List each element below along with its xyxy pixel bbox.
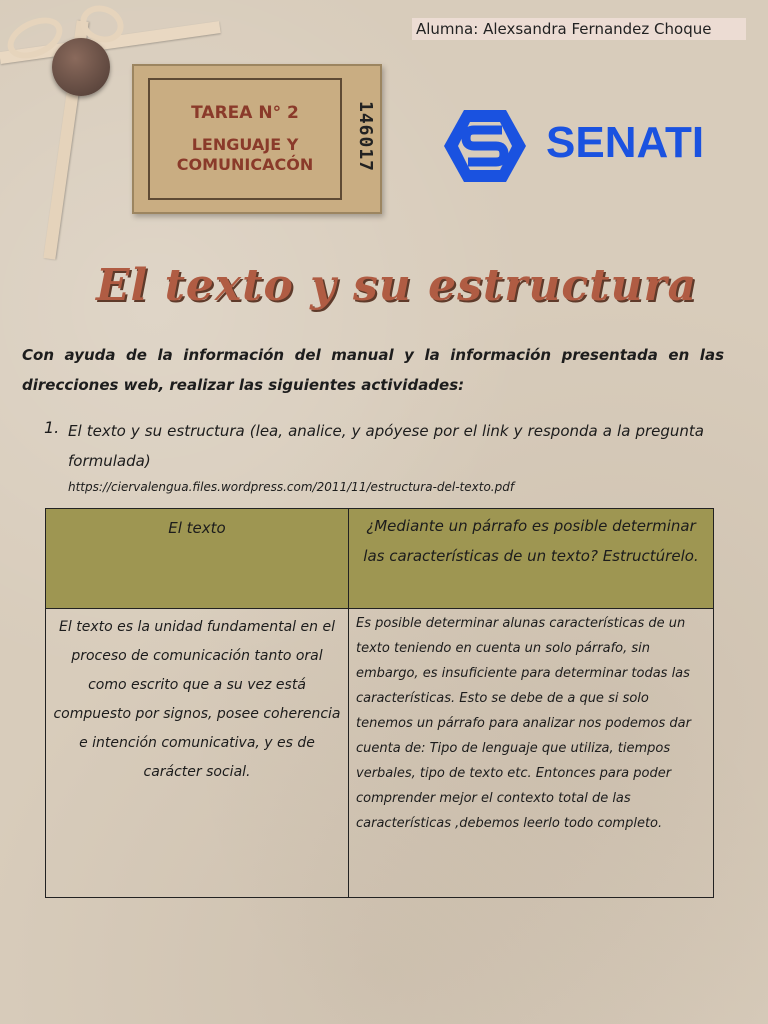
course-name-line2: COMUNICACÓN — [176, 155, 314, 174]
answer-table — [45, 508, 714, 898]
button-decoration — [52, 38, 110, 96]
page-title: El texto y su estructura — [96, 260, 698, 311]
instructions-paragraph: Con ayuda de la información del manual y la información presentada en las direcciones web, realizar las siguientes actividades: — [22, 346, 724, 394]
activity-number: 1. — [44, 418, 60, 437]
table-row — [46, 609, 714, 898]
student-name: Alumna: Alexsandra Fernandez Choque — [412, 18, 746, 40]
table-header-cell: ¿Mediante un párrafo es posible determinar las características de un texto? Estructúrelo. — [349, 509, 714, 609]
ticket-card — [132, 64, 382, 214]
table-cell: El texto es la unidad fundamental en el proceso de comunicación tanto oral como escrito que a su vez está compuesto por signos, posee coherencia e intención comunicativa, y es de carácter social. — [46, 609, 349, 898]
senati-logo-icon — [444, 108, 526, 184]
course-name-line1: LENGUAJE Y — [191, 135, 299, 154]
ticket-frame — [148, 78, 342, 200]
table-cell: Es posible determinar alunas características de un texto teniendo en cuenta un solo párrafo, sin embargo, es insuficiente para determinar todas las características. Esto se debe de a que si solo tenemos un párrafo para analizar nos podemos dar cuenta de: Tipo de lenguaje que utiliza, tiempos verbales, tipo de texto etc. Entonces para poder comprender mejor el contexto total de las características ,debemos leerlo todo completo. — [349, 609, 714, 898]
senati-logo-text: SENATI — [546, 118, 705, 167]
reference-link[interactable]: https://ciervalengua.files.wordpress.com/2011/11/estructura-del-texto.pdf — [68, 480, 515, 494]
activity-text: El texto y su estructura (lea, analice, y apóyese por el link y responda a la pregunta formulada) — [68, 422, 704, 470]
table-header-cell: El texto — [46, 509, 349, 609]
ticket-number: 146017 — [355, 101, 376, 173]
assignment-title: TAREA N° 2 — [191, 103, 299, 123]
table-header-row — [46, 509, 714, 609]
